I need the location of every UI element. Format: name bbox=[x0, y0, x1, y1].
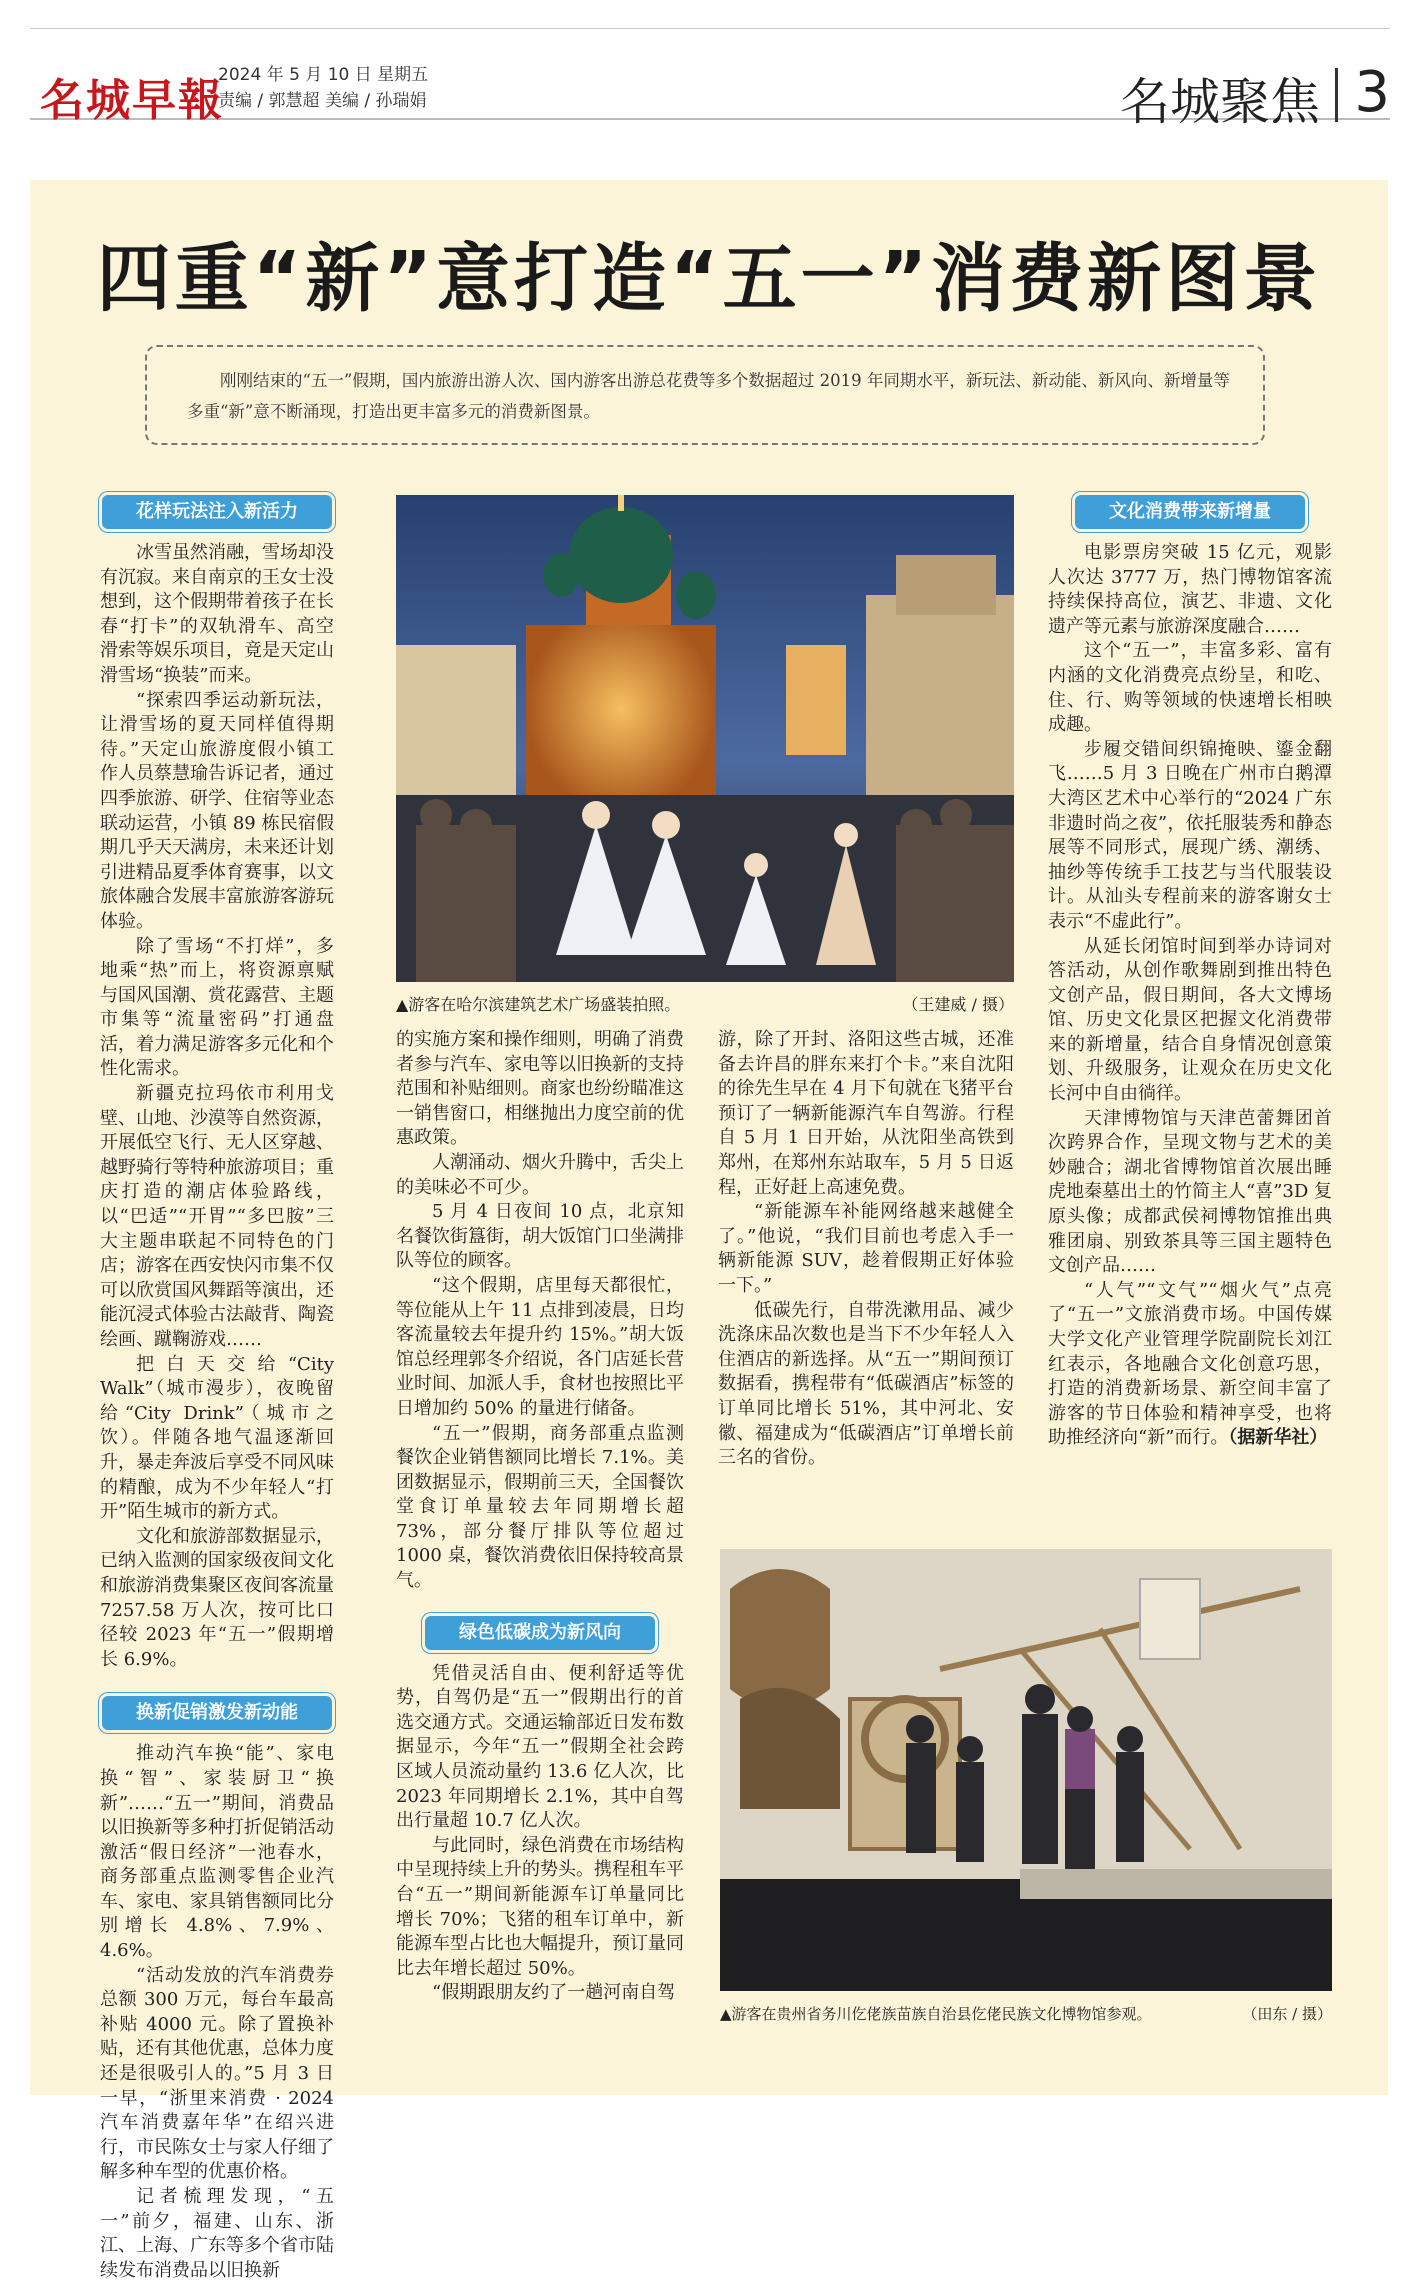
paragraph: 低碳先行，自带洗漱用品、减少洗涤床品次数也是当下不少年轻人入住酒店的新选择。从“五一”期间预订数据看，携程带有“低碳酒店”标签的订单同比增长 51%，其中河北、安徽、福建成为“低碳酒店”订单增长前三名的省份。 bbox=[718, 1299, 1014, 1469]
column-4 bbox=[1048, 495, 1332, 1451]
source-credit: （据新华社） bbox=[1228, 1427, 1328, 1449]
paragraph: 从延长闭馆时间到举办诗词对答活动，从创作歌舞剧到推出特色文创产品，假日期间，各大文博场馆、历史文化景区把握文化消费带来的新增量，结合自身情况创意策划、升级服务，让观众在历史文化长河中自由徜徉。 bbox=[1048, 935, 1332, 1105]
museum-exhibit-image bbox=[720, 1549, 1332, 1991]
paragraph: 这个“五一”，丰富多彩、富有内涵的文化消费亮点纷呈，和吃、住、行、购等领域的快速增长相映成趣。 bbox=[1048, 640, 1332, 736]
paragraph: 天津博物馆与天津芭蕾舞团首次跨界合作，呈现文物与艺术的美妙融合；湖北省博物馆首次展出睡虎地秦墓出土的竹简主人“喜”3D 复原头像；成都武侯祠博物馆推出典雅团扇、别致茶具等三国主题特色文创产品…… bbox=[1048, 1107, 1333, 1277]
paragraph-text: “人气”“文气”“烟火气”点亮了“五一”文旅消费市场。中国传媒大学文化产业管理学院副院长刘江红表示，各地融合文化创意巧思，打造的消费新场景、新空间丰富了游客的节日体验和精神享受，也将助推经济向“新”而行。 bbox=[1048, 1279, 1332, 1449]
paragraph: “这个假期，店里每天都很忙，等位能从上午 11 点排到凌晨，日均客流量较去年提升约 15%。”胡大饭馆总经理郭冬介绍说，各门店延长营业时间、加派人手，食材也按照比平日增加约 50% 的量进行储备。 bbox=[396, 1274, 684, 1419]
editors-line: 责编 / 郭慧超 美编 / 孙瑞娟 bbox=[218, 91, 427, 111]
date-line: 2024 年 5 月 10 日 星期五 bbox=[218, 65, 429, 85]
photo2-caption bbox=[720, 2003, 1332, 2024]
section-tag-new-vitality: 花样玩法注入新活力 bbox=[102, 495, 332, 529]
paragraph: “五一”假期，商务部重点监测餐饮企业销售额同比增长 7.1%。美团数据显示，假期前三天，全国餐饮堂食订单量较去年同期增长超 73%，部分餐厅排队等位超过 1000 桌，餐饮消费依旧保持较高景气。 bbox=[396, 1422, 684, 1592]
section-tag-new-trend: 绿色低碳成为新风向 bbox=[425, 1616, 655, 1650]
column-1 bbox=[100, 495, 334, 2283]
photo1-caption bbox=[396, 992, 1014, 1015]
photo2-caption-text: ▲游客在贵州省务川仡佬族苗族自治县仡佬民族文化博物馆参观。 bbox=[720, 2005, 1152, 2023]
article-panel bbox=[30, 180, 1388, 2281]
paragraph: 凭借灵活自由、便利舒适等优势，自驾仍是“五一”假期出行的首选交通方式。交通运输部近日发布数据显示，今年“五一”假期全社会跨区域人员流动量约 13.6 亿人次，比 2023 年同期增长 2.1%，其中自驾出行量超 10.7 亿人次。 bbox=[396, 1662, 684, 1832]
section-tag-new-momentum: 换新促销激发新动能 bbox=[102, 1696, 332, 1730]
paragraph: 新疆克拉玛依市利用戈壁、山地、沙漠等自然资源，开展低空飞行、无人区穿越、越野骑行等特种旅游项目；重庆打造的潮店体验路线，以“巴适”“开胃”“多巴胺”三大主题串联起不同特色的门店；游客在西安快闪市集不仅可以欣赏国风舞蹈等演出，还能沉浸式体验古法敲背、陶瓷绘画、蹴鞠游戏…… bbox=[100, 1083, 334, 1350]
paragraph: “假期跟朋友约了一趟河南自驾 bbox=[432, 1982, 676, 2004]
photo2-credit: （田东 / 摄） bbox=[1242, 2005, 1332, 2023]
newspaper-logo: 名城早報 bbox=[40, 75, 224, 126]
photo1-caption-text: ▲游客在哈尔滨建筑艺术广场盛装拍照。 bbox=[396, 995, 681, 1014]
column-1b-text bbox=[100, 1742, 334, 2283]
paragraph: 的实施方案和操作细则，明确了消费者参与汽车、家电等以旧换新的支持范围和补贴细则。商家也纷纷瞄准这一销售窗口，相继抛出力度空前的优惠政策。 bbox=[396, 1029, 684, 1149]
paragraph: 与此同时，绿色消费在市场结构中呈现持续上升的势头。携程租车平台“五一”期间新能源车订单量同比增长 70%；飞猪的租车订单中，新能源车型占比也大幅提升，预订量同比去年增长超过 50%。 bbox=[396, 1834, 684, 1979]
paragraph: 人潮涌动、烟火升腾中，舌尖上的美味必不可少。 bbox=[396, 1151, 684, 1198]
paragraph: “新能源车补能网络越来越健全了。”他说，“我们目前也考虑入手一辆新能源 SUV，趁着假期正好体验一下。” bbox=[718, 1201, 1014, 1296]
section-divider bbox=[1335, 68, 1338, 122]
headline: 四重“新”意打造“五一”消费新图景 bbox=[96, 236, 1322, 322]
section-name: 名城聚焦 bbox=[1120, 73, 1320, 131]
paragraph: 电影票房突破 15 亿元，观影人次达 3777 万，热门博物馆客流持续保持高位，演艺、非遗、文化遗产等元素与旅游深度融合…… bbox=[1048, 542, 1332, 637]
paragraph: 步履交错间织锦掩映、鎏金翻飞……5 月 3 日晚在广州市白鹅潭大湾区艺术中心举行的“2024 广东非遗时尚之夜”，依托服装秀和静态展等不同形式，展现广绣、潮绣、抽纱等传统手工技艺与当代服装设计。从汕头专程前来的游客谢女士表示“不虚此行”。 bbox=[1048, 738, 1332, 932]
paragraph: “活动发放的汽车消费券总额 300 万元，每台车最高补贴 4000 元。除了置换补贴，还有其他优惠，总体力度还是很吸引人的。”5 月 3 日一早，“浙里来消费 · 2024 汽车消费嘉年华”在绍兴进行，市民陈女士与家人仔细了解多种车型的优惠价格。 bbox=[100, 1964, 334, 2183]
column-1-text bbox=[100, 541, 334, 1672]
lead-paragraph: 刚刚结束的“五一”假期，国内旅游出游人次、国内游客出游总花费等多个数据超过 2019 年同期水平，新玩法、新动能、新风向、新增量等多重“新”意不断涌现，打造出更丰富多元的消费新图景。 bbox=[145, 345, 1265, 445]
paragraph: 除了雪场“不打烊”，多地乘“热”而上，将资源禀赋与国风国潮、赏花露营、主题市集等“流量密码”打通盘活，着力满足游客多元化和个性化需求。 bbox=[100, 935, 334, 1080]
publication-info bbox=[218, 62, 428, 114]
paragraph: 5 月 4 日夜间 10 点，北京知名餐饮街簋街，胡大饭馆门口坐满排队等位的顾客。 bbox=[396, 1201, 684, 1272]
top-rule bbox=[30, 28, 1390, 29]
paragraph: 记者梳理发现，“五一”前夕，福建、山东、浙江、上海、广东等多个省市陆续发布消费品以旧换新 bbox=[100, 2186, 334, 2281]
page-number: 3 bbox=[1354, 60, 1390, 125]
paragraph: 冰雪虽然消融，雪场却没有沉寂。来自南京的王女士没想到，这个假期带着孩子在长春“打卡”的双轨滑车、高空滑索等娱乐项目，竟是天定山滑雪场“换装”而来。 bbox=[100, 542, 334, 686]
paragraph bbox=[1048, 1279, 1332, 1451]
column-3 bbox=[718, 1028, 1014, 1471]
photo-gelao-museum bbox=[720, 1549, 1332, 1991]
paragraph: 把白天交给“City Walk”（城市漫步），夜晚留给“City Drink”（城市之饮）。伴随各地气温逐渐回升，暴走奔波后享受不同风味的精酿，成为不少年轻人“打开”陌生城市的新方式。 bbox=[100, 1353, 334, 1523]
harbin-cathedral-image bbox=[396, 495, 1014, 982]
paragraph: 文化和旅游部数据显示，已纳入监测的国家级夜间文化和旅游消费集聚区夜间客流量 7257.58 万人次，按可比口径较 2023 年“五一”假期增长 6.9%。 bbox=[100, 1525, 334, 1670]
masthead bbox=[30, 28, 1390, 131]
paragraph: 推动汽车换“能”、家电换“智”、家装厨卫“换新”……“五一”期间，消费品以旧换新等多种打折促销活动激活“假日经济”一池春水，商务部重点监测零售企业汽车、家电、家具销售额同比分别增长 4.8%、7.9%、4.6%。 bbox=[100, 1743, 334, 1962]
section-tag-new-increment: 文化消费带来新增量 bbox=[1075, 495, 1305, 529]
column-2 bbox=[396, 1028, 684, 2006]
photo-harbin-square bbox=[396, 495, 1014, 982]
paragraph: 游，除了开封、洛阳这些古城，还准备去许昌的胖东来打个卡。”来自沈阳的徐先生早在 4 月下旬就在飞猪平台预订了一辆新能源汽车自驾游。行程自 5 月 1 日开始，从沈阳坐高铁到郑州，在郑州东站取车，5 月 5 日返程，正好赶上高速免费。 bbox=[718, 1029, 1014, 1198]
photo1-credit: （王建威 / 摄） bbox=[902, 995, 1014, 1014]
paragraph: “探索四季运动新玩法，让滑雪场的夏天同样值得期待。”天定山旅游度假小镇工作人员蔡慧瑜告诉记者，通过四季旅游、研学、住宿等业态联动运营，小镇 89 栋民宿假期几乎天天满房，未来还计划引进精品夏季体育赛事，以文旅体融合发展丰富旅游客游玩体验。 bbox=[100, 689, 334, 932]
